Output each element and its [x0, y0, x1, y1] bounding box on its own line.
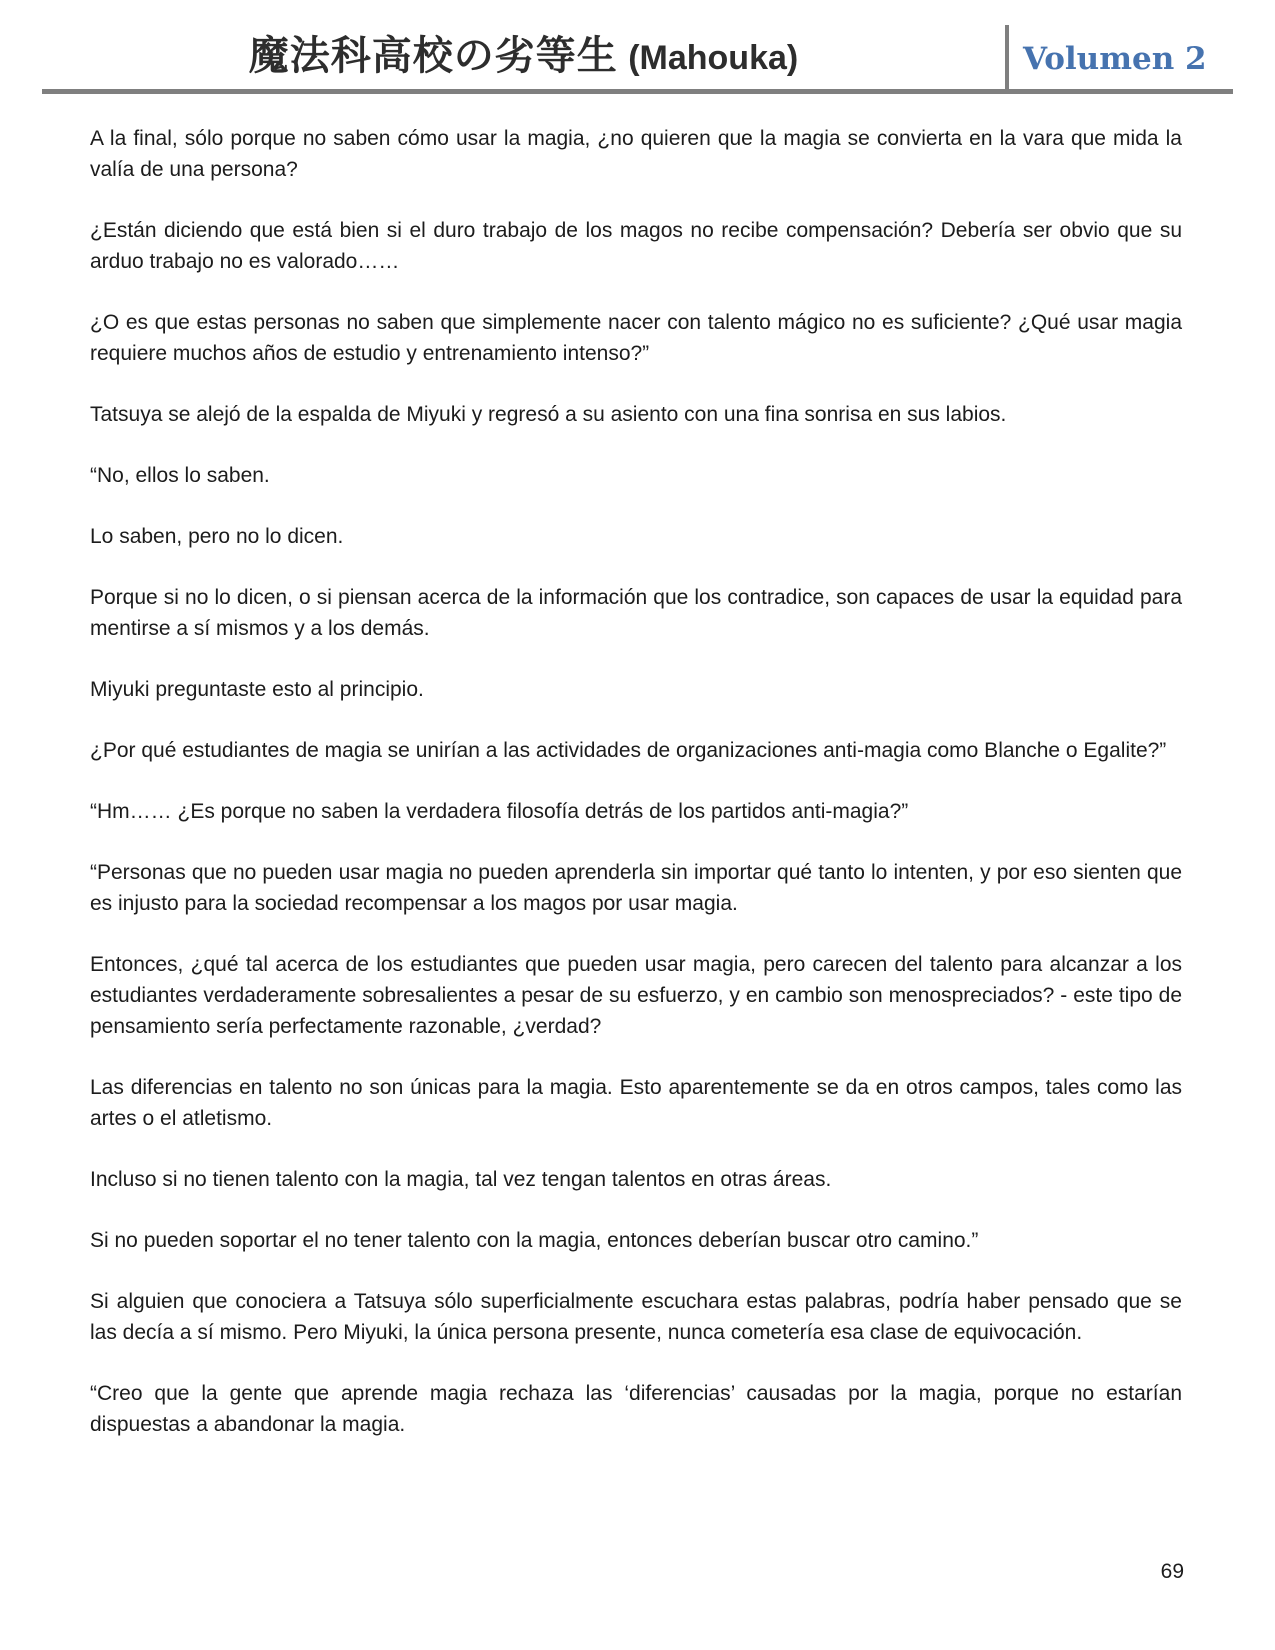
body-paragraph: Entonces, ¿qué tal acerca de los estudiantes que pueden usar magia, pero carecen del talento para alcanzar a los estudiantes verdaderamente sobresalientes a pesar de su esfuerzo, y en cambio son menospreciados? - este tipo de pensamiento sería perfectamente razonable, ¿verdad?: [90, 953, 1182, 1038]
page-header: [42, 0, 1233, 94]
body-paragraph: “No, ellos lo saben.: [90, 464, 270, 487]
body-paragraph: ¿Por qué estudiantes de magia se unirían a las actividades de organizaciones anti-magia como Blanche o Egalite?”: [90, 739, 1167, 762]
book-title-japanese: 魔法科高校の劣等生: [248, 32, 618, 79]
body-paragraph: Miyuki preguntaste esto al principio.: [90, 678, 424, 701]
body-paragraph: “Personas que no pueden usar magia no pueden aprenderla sin importar qué tanto lo intenten, y por eso sienten que es injusto para la sociedad recompensar a los magos por usar magia.: [90, 861, 1182, 915]
body-paragraph: Porque si no lo dicen, o si piensan acerca de la información que los contradice, son capaces de usar la equidad para mentirse a sí mismos y a los demás.: [90, 586, 1182, 640]
body-paragraph: ¿Están diciendo que está bien si el duro trabajo de los magos no recibe compensación? Debería ser obvio que su arduo trabajo no es valorado……: [90, 219, 1182, 273]
page-body: [0, 94, 1275, 1440]
body-paragraph: Tatsuya se alejó de la espalda de Miyuki y regresó a su asiento con una fina sonrisa en sus labios.: [90, 403, 1007, 426]
book-title-latin: (Mahouka): [628, 39, 799, 77]
book-title: [42, 24, 1005, 89]
body-paragraph: Si no pueden soportar el no tener talento con la magia, entonces deberían buscar otro camino.”: [90, 1229, 979, 1252]
volume-cell: [1009, 41, 1233, 89]
body-paragraph: Las diferencias en talento no son únicas para la magia. Esto aparentemente se da en otros campos, tales como las artes o el atletismo.: [90, 1076, 1182, 1130]
body-paragraph: Lo saben, pero no lo dicen.: [90, 525, 344, 548]
page-number: 69: [1160, 1560, 1184, 1583]
body-paragraph: Si alguien que conociera a Tatsuya sólo superficialmente escuchara estas palabras, podría haber pensado que se las decía a sí mismo. Pero Miyuki, la única persona presente, nunca cometería esa clase de equivocación.: [90, 1290, 1182, 1344]
body-paragraph: Incluso si no tienen talento con la magia, tal vez tengan talentos en otras áreas.: [90, 1168, 832, 1191]
volume-label: Volumen 2: [1023, 41, 1207, 77]
body-paragraph: ¿O es que estas personas no saben que simplemente nacer con talento mágico no es suficiente? ¿Qué usar magia requiere muchos años de estudio y entrenamiento intenso?”: [90, 311, 1182, 365]
body-paragraph: “Hm…… ¿Es porque no saben la verdadera filosofía detrás de los partidos anti-magia?”: [90, 800, 909, 823]
body-paragraph: A la final, sólo porque no saben cómo usar la magia, ¿no quieren que la magia se convierta en la vara que mida la valía de una persona?: [90, 127, 1182, 181]
body-paragraph: “Creo que la gente que aprende magia rechaza las ‘diferencias’ causadas por la magia, porque no estarían dispuestas a abandonar la magia.: [90, 1382, 1182, 1436]
